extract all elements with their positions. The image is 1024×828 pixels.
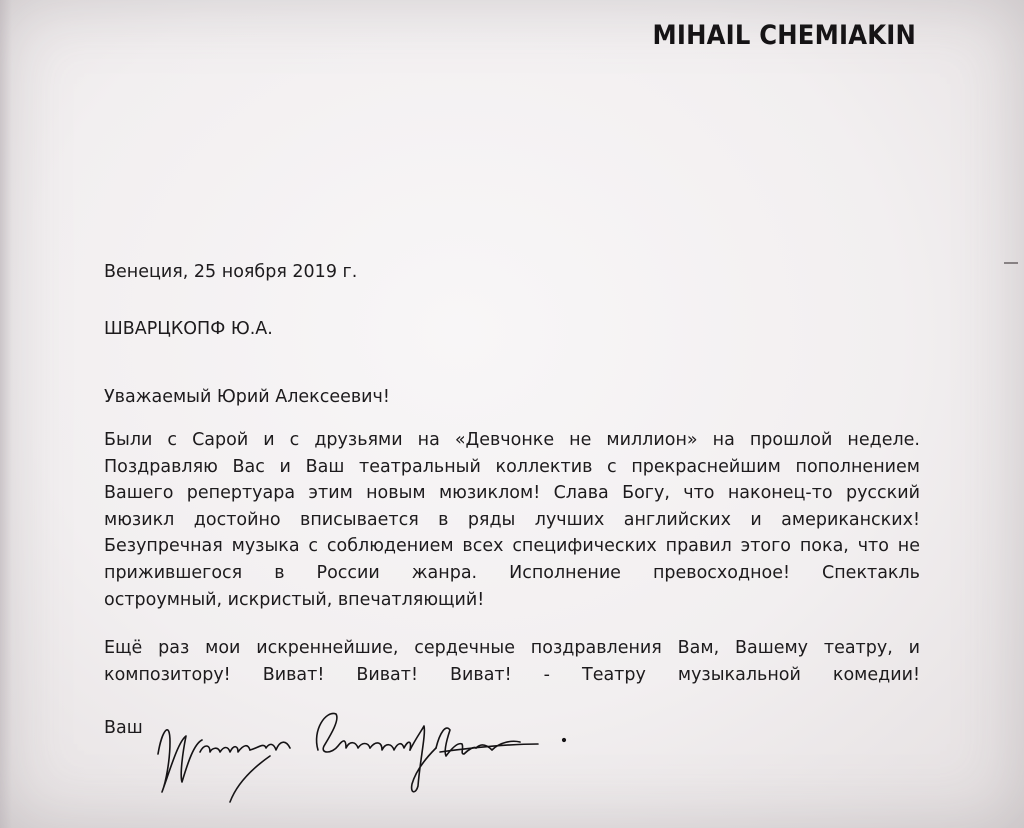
- paragraph-line: Были с Сарой и с друзьями на «Девчонке не миллион» на прошлой неделе.: [104, 430, 920, 450]
- closing: Ваш: [104, 718, 143, 738]
- paragraph-line: Поздравляю Вас и Ваш театральный коллектив с прекраснейшим пополнением: [104, 456, 920, 477]
- paragraph-line: Ещё раз мои искреннейшие, сердечные поздравления Вам, Вашему театру, и: [104, 638, 920, 658]
- paragraph-line: остроумный, искристый, впечатляющий!: [104, 589, 485, 610]
- addressee: ШВАРЦКОПФ Ю.А.: [104, 319, 273, 339]
- handwritten-signature: [140, 690, 580, 810]
- edge-mark: [1004, 262, 1018, 264]
- paragraph-line: мюзикл достойно вписывается в ряды лучших английских и американских!: [104, 509, 920, 530]
- salutation: Уважаемый Юрий Алексеевич!: [104, 387, 390, 407]
- paper-edge-shadow: [0, 0, 12, 828]
- paragraph-line: Безупречная музыка с соблюдением всех специфических правил этого пока, что не: [104, 536, 920, 557]
- body-paragraph-2: [104, 635, 920, 688]
- letter-date: Венеция, 25 ноября 2019 г.: [104, 262, 358, 282]
- paragraph-line: композитору! Виват! Виват! Виват! - Театру музыкальной комедии!: [104, 664, 920, 685]
- paragraph-line: Вашего репертуара этим новым мюзиклом! Слава Богу, что наконец-то русский: [104, 483, 920, 504]
- letterhead-name: MIHAIL CHEMIAKIN: [652, 20, 916, 51]
- body-paragraph-1: [104, 427, 920, 613]
- paragraph-line: прижившегося в России жанра. Исполнение превосходное! Спектакль: [104, 562, 920, 583]
